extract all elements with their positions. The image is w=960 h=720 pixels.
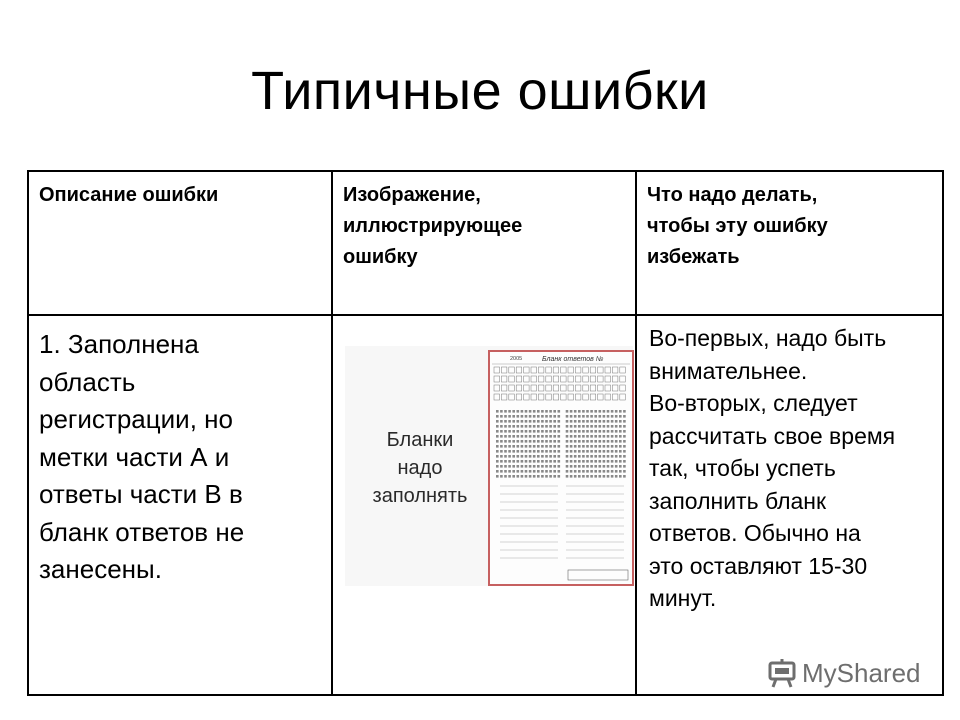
caption-line: надо: [397, 457, 443, 479]
header-line: Изображение,: [343, 184, 481, 206]
form-caption: [360, 426, 480, 510]
header-line: Описание ошибки: [39, 184, 219, 206]
todo-line: Во-первых, надо быть: [649, 325, 887, 351]
header-image: [332, 171, 636, 315]
cell-illustration: [332, 315, 636, 695]
part-b-lines: [500, 486, 624, 558]
answer-bubbles: [496, 410, 626, 478]
header-what-to-do: [636, 171, 943, 315]
description-line: регистрации, но: [39, 404, 233, 434]
answer-sheet: [488, 350, 634, 586]
registration-cells: [494, 367, 625, 400]
todo-line: ответов. Обычно на: [649, 520, 861, 546]
description-line: бланк ответов не: [39, 516, 245, 547]
todo-line: минут.: [649, 585, 717, 611]
todo-line: так, чтобы успеть: [649, 455, 836, 481]
presentation-board-icon: [766, 657, 798, 689]
cell-error-description: [28, 315, 332, 695]
todo-line: Во-вторых, следует: [649, 390, 858, 416]
cell-what-to-do: [636, 315, 943, 695]
table-header-row: [28, 171, 943, 315]
watermark-brand: MyShared: [802, 657, 921, 688]
header-line: ошибку: [343, 246, 418, 268]
caption-line: Бланки: [386, 429, 454, 451]
todo-line: это оставляют 15-30: [649, 552, 868, 579]
todo-line: рассчитать свое время: [649, 422, 896, 449]
description-line: метки части А и: [39, 441, 230, 472]
todo-line: заполнить бланк: [649, 487, 827, 514]
description-line: ответы части В в: [39, 479, 243, 509]
description-line: 1. Заполнена: [39, 329, 199, 359]
description-line: область: [39, 366, 136, 397]
form-year: 2005: [510, 356, 523, 362]
header-description: [28, 171, 332, 315]
table-row: [28, 315, 943, 695]
caption-line: заполнять: [372, 485, 468, 507]
answer-form-image: [345, 346, 633, 586]
answer-sheet-grid: [490, 352, 632, 584]
header-line: избежать: [647, 246, 740, 268]
header-line: иллюстрирующее: [343, 215, 523, 237]
slide-title: Типичные ошибки: [251, 61, 709, 121]
header-line: Что надо делать,: [647, 184, 818, 206]
description-line: занесены.: [39, 554, 162, 584]
header-line: чтобы эту ошибку: [647, 215, 828, 237]
form-heading: Бланк ответов №: [542, 356, 604, 363]
watermark-logo: [766, 655, 921, 691]
errors-table: [27, 170, 944, 696]
todo-line: внимательнее.: [649, 357, 808, 384]
